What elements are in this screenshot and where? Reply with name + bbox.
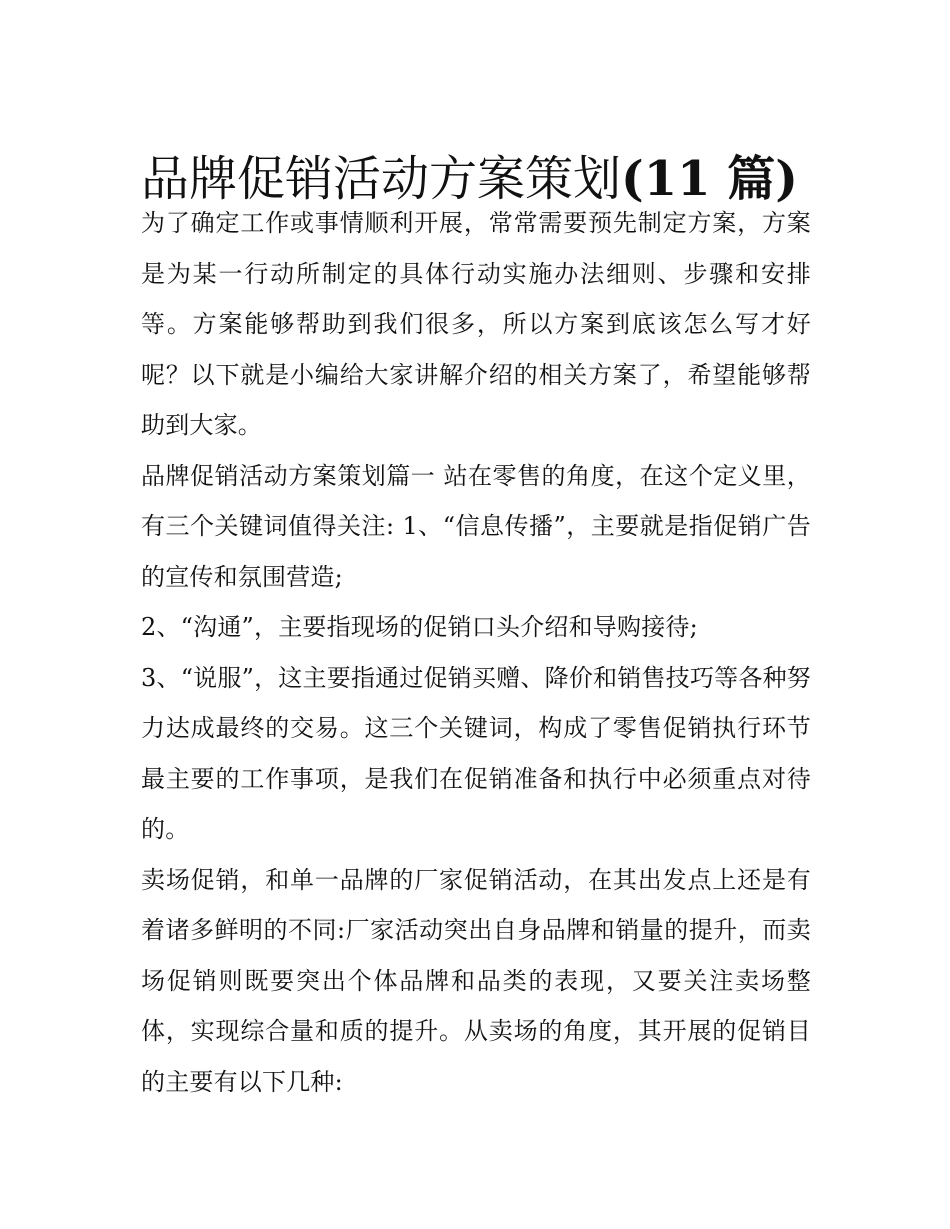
- paragraph-section-one: 品牌促销活动方案策划篇一 站在零售的角度，在这个定义里，有三个关键词值得关注: 1、“信息传播”，主要就是指促销广告的宣传和氛围营造;: [141, 461, 811, 591]
- title-count: (11 篇): [621, 151, 798, 208]
- paragraph-item-3: 3、“说服”，这主要指通过促销买赠、降价和销售技巧等各种努力达成最终的交易。这三个关键词，构成了零售促销执行环节最主要的工作事项，是我们在促销准备和执行中必须重点对待的。: [141, 663, 811, 843]
- paragraph-retail-promotion: 卖场促销，和单一品牌的厂家促销活动，在其出发点上还是有着诸多鲜明的不同:厂家活动突出自身品牌和销量的提升，而卖场促销则既要突出个体品牌和品类的表现，又要关注卖场整体，实现综合量和质的提升。从卖场的角度，其开展的促销目的主要有以下几种:: [141, 865, 811, 1096]
- paragraph-intro: 为了确定工作或事情顺利开展，常常需要预先制定方案，方案是为某一行动所制定的具体行动实施办法细则、步骤和安排等。方案能够帮助到我们很多，所以方案到底该怎么写才好呢？以下就是小编给大家讲解介绍的相关方案了，希望能够帮助到大家。: [141, 209, 811, 439]
- paragraph-item-2: 2、“沟通”，主要指现场的促销口头介绍和导购接待;: [141, 613, 698, 641]
- document-body: [141, 198, 811, 1107]
- title-main: 品牌促销活动方案策划: [141, 151, 622, 208]
